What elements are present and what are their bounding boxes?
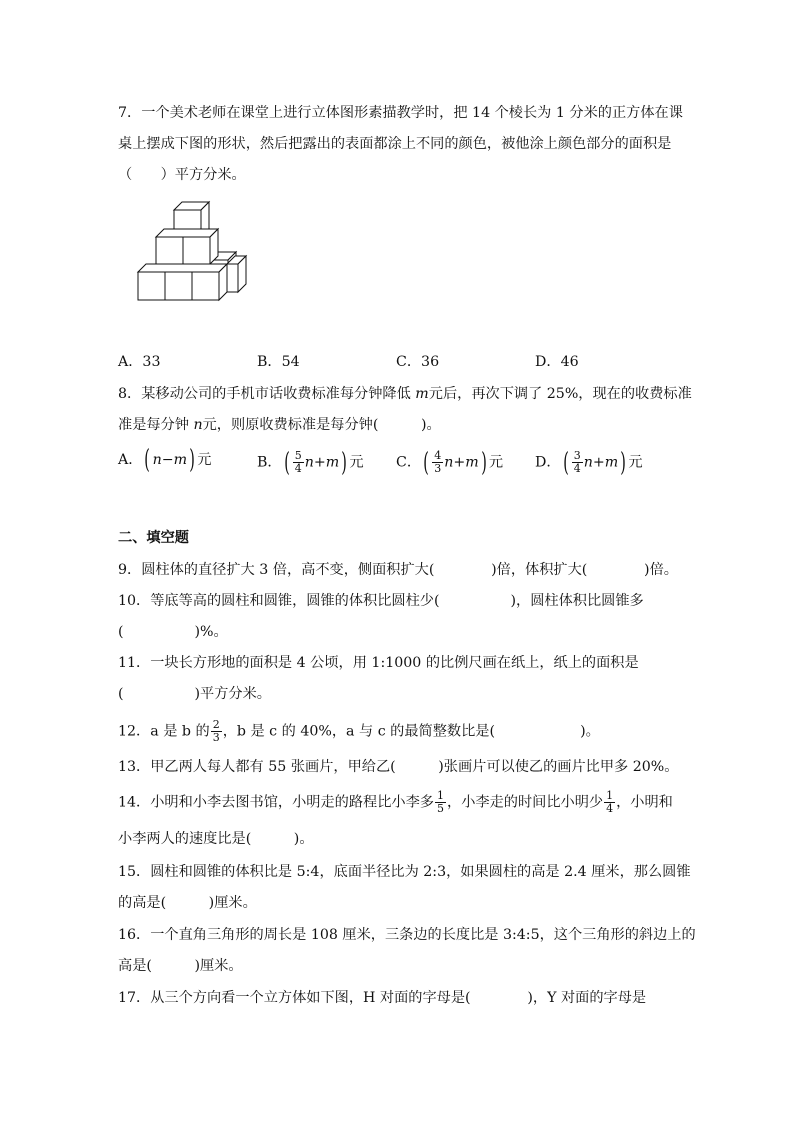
- q8-option-a[interactable]: A．( n−m) 元: [118, 445, 212, 475]
- q7-option-c[interactable]: C．36: [396, 354, 440, 370]
- q15-line-2: 的高是( )厘米。: [118, 895, 257, 911]
- q8-option-a-expr: n−m: [152, 452, 188, 468]
- q8-option-c-expr: n+m: [444, 454, 479, 471]
- q8-option-b-unit: 元: [349, 454, 364, 471]
- q8-line-2-start: 准是每分钟: [118, 417, 194, 433]
- q8-option-a-label: A．: [118, 452, 143, 468]
- q8-line-2: [118, 415, 441, 435]
- q8-option-b-fraction: $\frac{5}{4}$: [294, 449, 302, 475]
- q8-option-b-label: B．: [257, 454, 282, 471]
- q8-line-2-end: 元，则原收费标准是每分钟( )。: [202, 417, 441, 433]
- q8-option-d[interactable]: D．( $\frac{3}{4}$ n+m) 元: [535, 447, 643, 478]
- section-heading-fill-in: 二、填空题: [118, 530, 189, 546]
- q13-line: 13．甲乙两人每人都有 55 张画片，甲给乙( )张画片可以使乙的画片比甲多 20%。: [118, 759, 679, 775]
- q14-fraction-1: $\frac{1}{5}$: [437, 789, 444, 815]
- q8-var-n: n: [193, 417, 203, 433]
- q7-line-2: 桌上摆成下图的形状，然后把露出的表面都涂上不同的颜色，被他涂上颜色部分的面积是: [118, 136, 672, 152]
- q8-option-c-unit: 元: [488, 454, 504, 471]
- q8-var-m: m: [415, 386, 429, 402]
- q8-option-c[interactable]: C．( $\frac{4}{3}$ n+m) 元: [396, 447, 504, 478]
- q8-option-a-unit: 元: [197, 452, 212, 468]
- q8-option-d-label: D．: [535, 454, 561, 471]
- q14-line-2: 小李两人的速度比是( )。: [118, 831, 314, 847]
- cube-stack-figure: [134, 200, 254, 310]
- q14-middle: ，小李走的时间比小明少: [447, 794, 604, 811]
- q8-option-b[interactable]: B．( $\frac{5}{4}$ n+m) 元: [257, 447, 364, 478]
- q9-line: 9．圆柱体的直径扩大 3 倍，高不变，侧面积扩大( )倍，体积扩大( )倍。: [118, 562, 678, 578]
- q10-line-1: 10．等底等高的圆柱和圆锥，圆锥的体积比圆柱少( )，圆柱体积比圆锥多: [118, 593, 644, 609]
- q7-option-a[interactable]: A．33: [118, 354, 161, 370]
- q8-option-d-unit: 元: [628, 454, 643, 471]
- q16-line-1: 16．一个直角三角形的周长是 108 厘米，三条边的长度比是 3:4:5，这个三角形的斜边上的: [118, 927, 696, 943]
- q14-end: ，小明和: [616, 794, 673, 811]
- q7-option-d[interactable]: D．46: [535, 354, 579, 370]
- q8-line-1-end: 元后，再次下调了 25%，现在的收费标准: [428, 386, 692, 402]
- q14-fraction-2: $\frac{1}{4}$: [606, 789, 614, 815]
- q14-line-1: [118, 790, 673, 815]
- q12-fraction: $\frac{2}{3}$: [212, 718, 220, 744]
- q12-start: 12．a 是 b 的: [118, 723, 210, 740]
- q8-line-1-start: 8．某移动公司的手机市话收费标准每分钟降低: [118, 386, 416, 402]
- q8-option-d-expr: n+m: [583, 454, 619, 471]
- q7-option-b[interactable]: B．54: [257, 354, 300, 370]
- q12-end: ，b 是 c 的 40%，a 与 c 的最简整数比是( )。: [222, 723, 600, 740]
- q8-option-d-fraction: $\frac{3}{4}$: [573, 449, 581, 475]
- q14-start: 14．小明和小李去图书馆，小明走的路程比小李多: [118, 794, 434, 811]
- q7-line-1: 7．一个美术老师在课堂上进行立体图形素描教学时，把 14 个棱长为 1 分米的正方体在课: [118, 105, 683, 121]
- q15-line-1: 15．圆柱和圆锥的体积比是 5:4，底面半径比为 2:3，如果圆柱的高是 2.4 厘米，那么圆锥: [118, 864, 691, 880]
- q8-line-1: [118, 384, 692, 404]
- q8-option-c-label: C．: [396, 454, 422, 471]
- q17-line: 17．从三个方向看一个立方体如下图，H 对面的字母是( )，Y 对面的字母是: [118, 990, 647, 1006]
- q16-line-2: 高是( )厘米。: [118, 958, 243, 974]
- q7-line-3: （ ）平方分米。: [118, 167, 246, 183]
- q8-option-c-fraction: $\frac{4}{3}$: [434, 449, 442, 475]
- q8-option-b-expr: n+m: [304, 454, 340, 471]
- q10-line-2: ( )%。: [118, 624, 228, 640]
- q11-line-1: 11．一块长方形地的面积是 4 公顷，用 1:1000 的比例尺画在纸上，纸上的面积是: [118, 655, 639, 671]
- q12-line: [118, 719, 600, 744]
- q11-line-2: ( )平方分米。: [118, 686, 271, 702]
